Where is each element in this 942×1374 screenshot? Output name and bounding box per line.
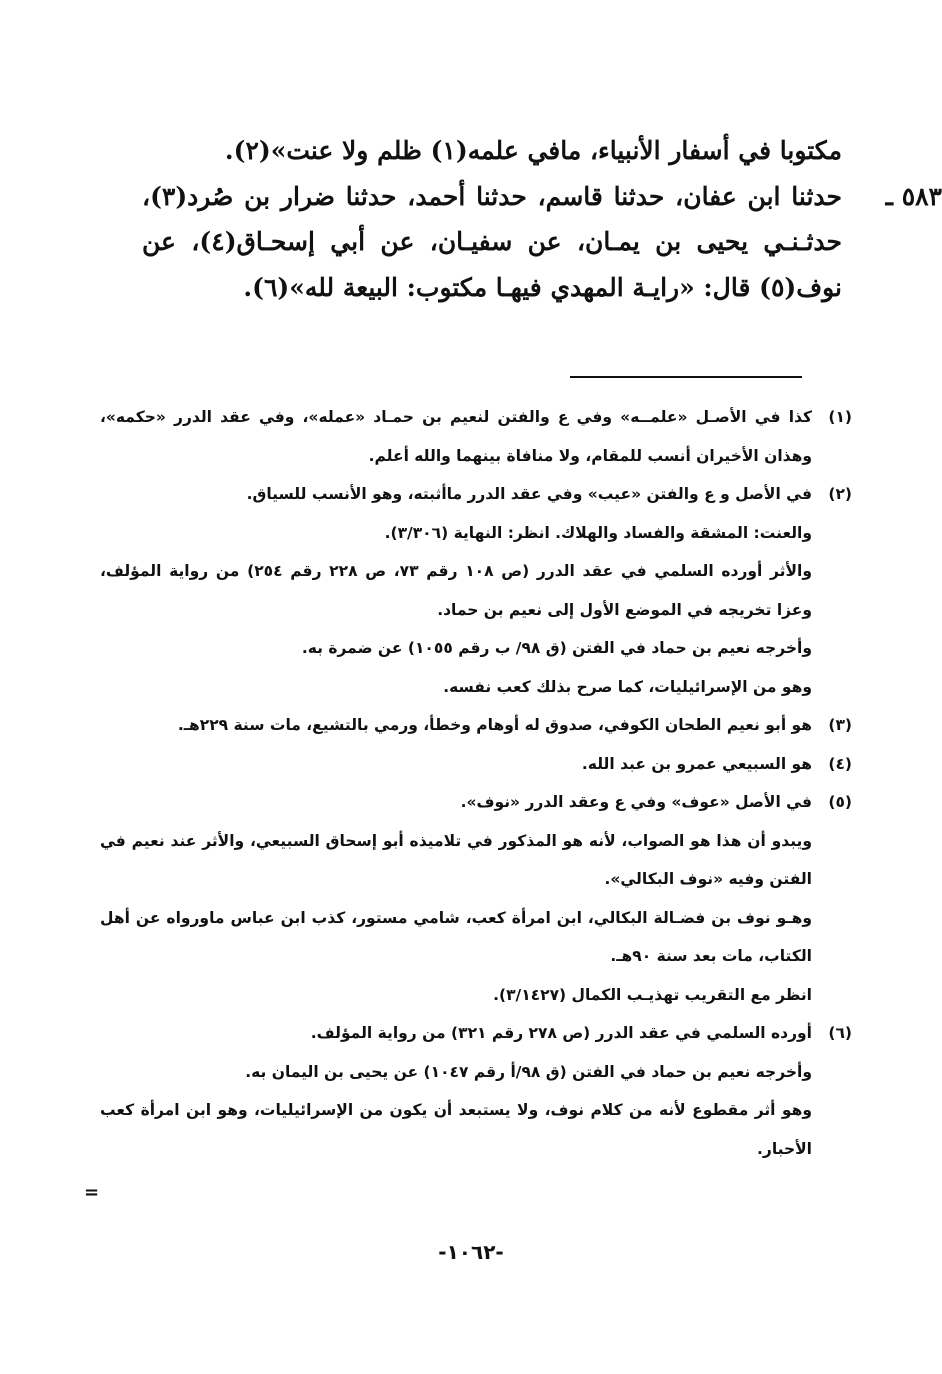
footnote-line: أورده السلمي في عقد الدرر (ص ٢٧٨ رقم ٣٢١) من رواية المؤلف.	[310, 1024, 812, 1042]
footnote-line: والعنت: المشقة والفساد والهلاك. انظر: النهاية (٣/٣٠٦).	[384, 523, 812, 542]
footnote-number: (١)	[828, 408, 852, 426]
footnote-line: كذا في الأصـل «علمــه» وفي ع والفتن لنعيم بن حمـاد «عمله»، وفي عقد الدرر «حكمه»، وهذان الأخيران أنسب للمقام، ولا منافاة بينهما والله أعلم.	[100, 408, 812, 465]
footnote-line: والأثر أورده السلمي في عقد الدرر (ص ١٠٨ رقم ٧٣، ص ٢٢٨ رقم ٢٥٤) من رواية المؤلف، وعزا تخريجه في الموضع الأول إلى نعيم بن حماد.	[100, 562, 812, 619]
footnotes	[100, 398, 852, 1168]
hadith-number: ٥٨٣ ـ	[885, 181, 942, 211]
footnote-line: هو أبو نعيم الطحان الكوفي، صدوق له أوهام وخطأ، ورمي بالتشيع، مات سنة ٢٢٩هـ.	[177, 716, 812, 734]
continuation-mark: =	[84, 1182, 100, 1203]
footnote-4	[100, 745, 852, 784]
footnote-line: في الأصل و ع والفتن «عيب» وفي عقد الدرر ماأثبته، وهو الأنسب للسياق.	[246, 485, 812, 503]
footnote-5	[100, 783, 852, 1014]
footnote-separator	[570, 376, 802, 378]
footnote-number: (٢)	[828, 485, 852, 503]
footnote-line: وهو من الإسرائيليات، كما صرح بذلك كعب نفسه.	[443, 677, 812, 696]
hadith-583	[142, 174, 942, 311]
footnote-number: (٤)	[828, 754, 852, 773]
page-number: -١٠٦٢-	[438, 1240, 504, 1264]
main-text	[142, 128, 942, 310]
footnote-number: (٥)	[828, 793, 852, 811]
footnote-line: في الأصل «عوف» وفي ع وعقد الدرر «نوف».	[460, 793, 812, 811]
footnote-line: ويبدو أن هذا هو الصواب، لأنه هو المذكور في تلاميذه أبو إسحاق السبيعي، والأثر عند نعيم في الفتن وفيه «نوف البكالي».	[100, 831, 812, 888]
footnote-line: وأخرجه نعيم بن حماد في الفتن (ق ٩٨/أ رقم ١٠٤٧) عن يحيى بن اليمان به.	[245, 1062, 812, 1081]
footnote-line: هو السبيعي عمرو بن عبد الله.	[581, 754, 812, 773]
hadith-text: حدثنا ابن عفان، حدثنا قاسم، حدثنا أحمد، حدثنا ضرار بن صُرد(٣)، حدثـنـي يحيى بن يمـان، عن سفيـان، عن أبي إسحـاق(٤)، عن نوف(٥) قال: «رايـة المهدي فيهـا مكتوب: البيعة لله»(٦).	[142, 181, 842, 302]
footnote-number: (٣)	[828, 716, 852, 734]
footnote-2	[100, 475, 852, 706]
footnote-3	[100, 706, 852, 745]
footnote-6	[100, 1014, 852, 1168]
footnote-line: وهـو نوف بن فضـالة البكالي، ابن امرأة كعب، شامي مستور، كذب ابن عباس ماورواه عن أهل الكتاب، مات بعد سنة ٩٠هـ.	[100, 908, 812, 965]
footnote-number: (٦)	[828, 1024, 852, 1042]
intro-line: مكتوبا في أسفار الأنبياء، مافي علمه(١) ظلم ولا عنت»(٢).	[224, 136, 842, 165]
footnote-1	[100, 398, 852, 475]
footnote-line: وهو أثر مقطوع لأنه من كلام نوف، ولا يستبعد أن يكون من الإسرائيليات، وهو ابن امرأة كعب الأحبار.	[100, 1101, 812, 1158]
footnote-line: انظر مع التقريب تهذيـب الكمال (٣/١٤٢٧).	[493, 985, 812, 1004]
footnote-line: وأخرجه نعيم بن حماد في الفتن (ق ٩٨/ ب رقم ١٠٥٥) عن ضمرة به.	[301, 639, 812, 657]
